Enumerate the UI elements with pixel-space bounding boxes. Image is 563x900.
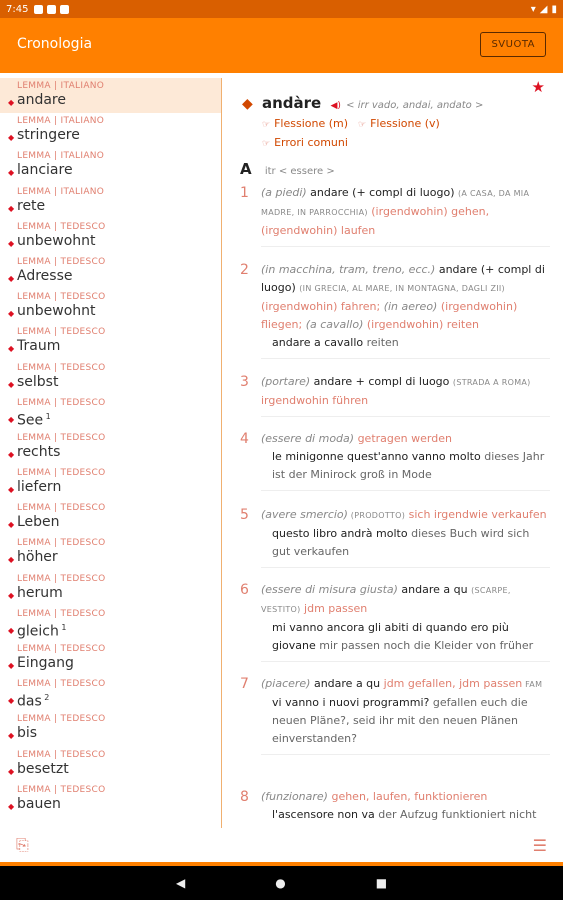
divider	[0, 70, 563, 73]
speaker-icon[interactable]: ◀)	[330, 101, 341, 111]
example: vi vanno i nuovi programmi? gefallen euch die neuen Pläne?, seid ihr mit den neuen Plänen einverstanden?	[272, 696, 528, 745]
history-item-meta: LEMMA | TEDESCO	[17, 503, 106, 514]
sense-text: (portare)	[261, 375, 311, 388]
bullet-icon: ◆	[8, 98, 15, 107]
bullet-icon: ◆	[8, 485, 15, 495]
history-item-word: selbst	[17, 373, 59, 390]
history-item-meta: LEMMA | TEDESCO	[17, 221, 106, 232]
history-item-word: höher	[17, 549, 58, 566]
section-pos: itr < essere >	[264, 166, 335, 177]
bullet-icon: ◆	[8, 203, 15, 213]
history-item[interactable]	[0, 711, 221, 746]
entry-link[interactable]: ☞ Errori comuni	[262, 136, 348, 149]
sense-text: (funzionare)	[261, 790, 328, 803]
history-item[interactable]	[0, 184, 221, 219]
sense-text: (SCARPE, VESTITO)	[261, 586, 511, 614]
history-item-word: herum	[17, 584, 63, 601]
section-label: A	[240, 160, 252, 178]
sense-text: andare + compl di luogo	[310, 375, 453, 388]
sense-text: (in aereo)	[383, 300, 438, 313]
sense-text: (irgendwohin) reiten	[363, 318, 479, 331]
sense-text: (A CASA, DA MIA MADRE, IN PARROCCHIA)	[261, 189, 530, 217]
sense-text: (avere smercio)	[261, 508, 348, 521]
sense-text: (in macchina, tram, treno, ecc.)	[261, 263, 436, 276]
headword: andàre	[262, 94, 322, 112]
history-item-word: liefern	[17, 479, 62, 496]
example: andare a cavallo reiten	[272, 336, 399, 349]
bullet-icon: ◆	[8, 555, 15, 565]
bullet-icon: ◆	[8, 696, 15, 706]
page-title: Cronologia	[17, 36, 93, 52]
divider	[261, 567, 550, 568]
sense	[240, 675, 550, 755]
bullet-icon: ◆	[8, 731, 15, 741]
history-item[interactable]	[0, 571, 221, 606]
recents-icon[interactable]: ■	[375, 876, 388, 890]
sense-number: 6	[240, 582, 249, 598]
history-item-word: das $^2$	[17, 693, 50, 710]
history-item-meta: LEMMA | TEDESCO	[17, 573, 106, 584]
sense-text: (irgendwohin) gehen, (irgendwohin) laufen	[261, 205, 490, 237]
sense-number: 3	[240, 374, 249, 390]
history-item-word: rechts	[17, 443, 61, 460]
home-icon[interactable]: ●	[275, 876, 286, 890]
sense-text: (irgendwohin) fliegen;	[261, 300, 518, 331]
battery-icon: ▮	[551, 3, 557, 15]
history-item[interactable]	[0, 782, 221, 817]
bullet-icon: ◆	[8, 414, 15, 424]
history-item-meta: LEMMA | TEDESCO	[17, 397, 106, 408]
sense-text: andare (+ compl di luogo)	[306, 186, 458, 199]
history-item-meta: LEMMA | ITALIANO	[17, 151, 105, 162]
sense	[240, 430, 550, 491]
sense-text: (IN GRECIA, AL MARE, IN MONTAGNA, DAGLI ZII)	[299, 284, 505, 293]
history-item-meta: LEMMA | TEDESCO	[17, 538, 106, 549]
sense-text: (STRADA A ROMA)	[452, 378, 531, 387]
history-item-meta: LEMMA | TEDESCO	[17, 256, 106, 267]
sense-text: (a cavallo)	[305, 318, 364, 331]
bullet-icon: ◆	[8, 133, 15, 143]
history-item[interactable]	[0, 219, 221, 254]
history-item-word: lanciare	[17, 162, 73, 179]
history-item[interactable]	[0, 676, 221, 711]
history-item-word: Adresse	[17, 267, 73, 284]
history-item-meta: LEMMA | TEDESCO	[17, 784, 106, 795]
sense	[240, 373, 550, 417]
sense	[240, 261, 550, 359]
history-item-word: andare	[17, 92, 66, 108]
history-item-meta: LEMMA | TEDESCO	[17, 714, 106, 725]
homograph-number: 1	[58, 622, 67, 632]
sense	[240, 184, 550, 247]
bullet-icon: ◆	[8, 344, 15, 354]
bullet-icon: ◆	[8, 801, 15, 811]
bullet-icon: ◆	[8, 590, 15, 600]
sense-text: (essere di moda)	[261, 432, 355, 445]
sense	[240, 506, 550, 568]
signal-icon: ◢	[539, 3, 548, 15]
history-item[interactable]	[0, 535, 221, 570]
notification-icon	[34, 5, 43, 14]
bullet-icon: ◆	[8, 238, 15, 248]
bullet-icon: ◆	[8, 309, 15, 319]
entry-link[interactable]: ☞ Flessione (m)	[262, 117, 349, 130]
history-item-meta: LEMMA | TEDESCO	[17, 432, 106, 443]
notification-icon-3	[60, 5, 69, 14]
app-bar	[0, 18, 563, 70]
history-item-word: Eingang	[17, 655, 74, 671]
history-item-meta: LEMMA | TEDESCO	[17, 749, 106, 760]
sense-number: 8	[240, 789, 249, 805]
history-item-meta: LEMMA | ITALIANO	[17, 81, 105, 91]
bullet-icon: ◆	[8, 168, 15, 178]
history-item[interactable]	[0, 289, 221, 324]
example: questo libro andrà molto dieses Buch wird sich gut verkaufen	[272, 527, 530, 558]
sense-text: (PRODOTTO)	[347, 511, 406, 520]
homograph-number: 1	[43, 411, 51, 421]
clear-history-button[interactable]: SVUOTA	[480, 32, 546, 57]
homograph-number: 2	[41, 693, 50, 703]
sense	[240, 581, 550, 662]
sense-text: sich irgendwie verkaufen	[405, 508, 547, 521]
sense-text: (irgendwohin) fahren;	[261, 300, 384, 313]
history-item[interactable]	[0, 78, 221, 113]
link-icon: ☞	[262, 139, 271, 149]
sense-text: FAM	[522, 680, 543, 689]
notification-icon-2	[47, 5, 56, 14]
history-item-word: rete	[17, 197, 46, 214]
wifi-icon: ▾	[530, 3, 536, 15]
sense-number: 2	[240, 262, 249, 278]
section-header	[240, 160, 335, 178]
divider	[261, 246, 550, 247]
history-item-word: besetzt	[17, 760, 69, 777]
bullet-icon: ◆	[8, 625, 15, 635]
history-item-word: Traum	[17, 338, 61, 355]
history-item[interactable]	[0, 606, 221, 641]
divider	[261, 416, 550, 417]
history-item-word: bis	[17, 725, 38, 742]
history-item[interactable]	[0, 747, 221, 782]
sense-text: andare (+ compl di luogo)	[261, 263, 545, 294]
history-item-word: See $^1$	[17, 411, 51, 429]
sense-text: jdm passen	[300, 602, 368, 615]
history-list[interactable]	[0, 78, 222, 828]
sense-text: getragen werden	[354, 432, 452, 445]
system-nav-bar	[0, 866, 563, 900]
history-item-word: bauen	[17, 795, 61, 812]
history-icon[interactable]: ⎘	[16, 835, 29, 854]
back-icon[interactable]: ◀	[175, 876, 186, 890]
sense-text: andare a qu	[397, 583, 472, 596]
history-item[interactable]	[0, 395, 221, 430]
sense-text: (a piedi)	[261, 186, 307, 199]
bullet-icon: ◆	[8, 766, 15, 776]
history-item-word: gleich $^1$	[17, 622, 67, 640]
history-item-word: stringere	[17, 127, 80, 144]
history-item[interactable]	[0, 360, 221, 395]
menu-icon[interactable]: ☰	[532, 835, 547, 855]
divider	[261, 754, 550, 755]
bullet-icon: ◆	[8, 520, 15, 530]
sense-text: jdm gefallen, jdm passen	[383, 677, 523, 690]
history-item[interactable]	[0, 254, 221, 289]
history-item[interactable]	[0, 465, 221, 500]
sense-number: 1	[240, 185, 249, 201]
example: le minigonne quest'anno vanno molto dieses Jahr ist der Minirock groß in Mode	[272, 450, 545, 481]
history-item-word: unbewohnt	[17, 232, 96, 249]
verb-forms: < irr vado, andai, andato >	[346, 100, 484, 111]
history-item-meta: LEMMA | ITALIANO	[17, 186, 105, 197]
diamond-icon: ◆	[242, 96, 253, 112]
headword-block	[242, 94, 542, 153]
bullet-icon: ◆	[8, 661, 15, 670]
sense-text: gehen, laufen, funktionieren	[327, 790, 488, 803]
history-item[interactable]	[0, 113, 221, 148]
sense-text: andare a qu	[310, 677, 384, 690]
divider	[261, 661, 550, 662]
link-icon: ☞	[262, 120, 271, 130]
history-item-meta: LEMMA | TEDESCO	[17, 362, 106, 373]
status-time: 7:45	[6, 3, 29, 15]
history-item[interactable]	[0, 430, 221, 465]
bullet-icon: ◆	[8, 379, 15, 389]
example: mi vanno ancora gli abiti di quando ero più giovane mir passen noch die Kleider von früher	[272, 621, 534, 652]
history-item-meta: LEMMA | TEDESCO	[17, 644, 106, 654]
sense-number: 4	[240, 431, 249, 447]
history-item[interactable]	[0, 641, 221, 676]
bullet-icon: ◆	[8, 273, 15, 283]
entry-detail[interactable]	[224, 78, 563, 828]
entry-link[interactable]: ☞ Flessione (v)	[358, 117, 440, 130]
history-item-meta: LEMMA | ITALIANO	[17, 116, 105, 127]
bullet-icon: ◆	[8, 449, 15, 459]
example: l'ascensore non va der Aufzug funktioniert nicht	[272, 808, 537, 821]
link-icon: ☞	[358, 120, 367, 130]
history-item-meta: LEMMA | TEDESCO	[17, 679, 106, 690]
sense-text: (piacere)	[261, 677, 311, 690]
history-item[interactable]	[0, 500, 221, 535]
history-item-meta: LEMMA | TEDESCO	[17, 327, 106, 338]
history-item-word: Leben	[17, 514, 60, 531]
history-item-meta: LEMMA | TEDESCO	[17, 608, 106, 619]
history-item[interactable]	[0, 324, 221, 359]
sense-text: (essere di misura giusta)	[261, 583, 398, 596]
sense-number: 7	[240, 676, 249, 692]
bottom-bar	[0, 828, 563, 862]
sense-text: irgendwohin führen	[261, 394, 369, 407]
history-item-word: unbewohnt	[17, 303, 96, 320]
divider	[261, 358, 550, 359]
favorite-star-icon[interactable]: ★	[531, 78, 545, 96]
sense-number: 5	[240, 507, 249, 523]
divider	[261, 490, 550, 491]
history-item-meta: LEMMA | TEDESCO	[17, 292, 106, 303]
sense	[240, 788, 550, 828]
history-item-meta: LEMMA | TEDESCO	[17, 468, 106, 479]
history-item[interactable]	[0, 148, 221, 183]
status-bar	[0, 0, 563, 18]
